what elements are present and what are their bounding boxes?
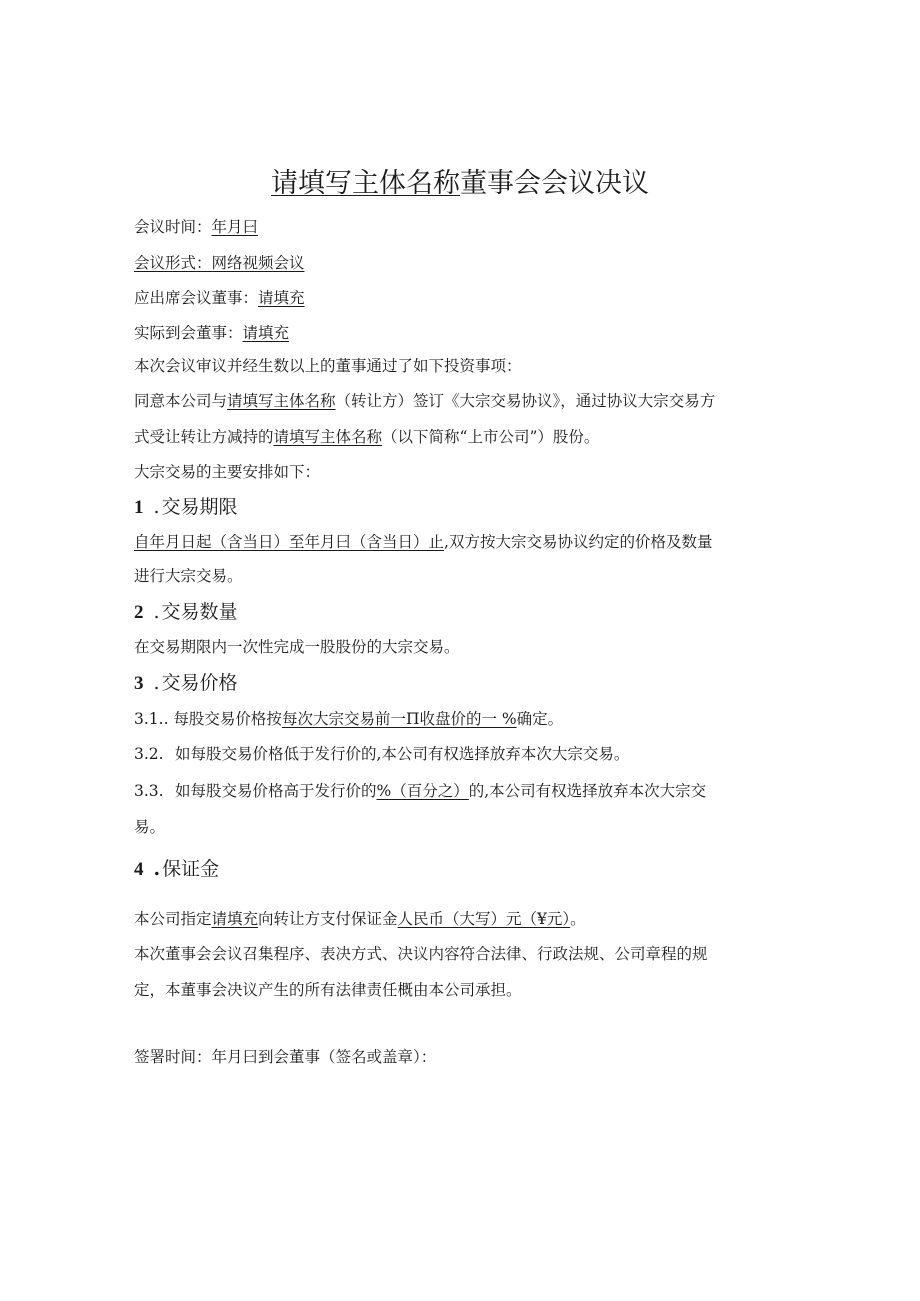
period-text-1: ,双方按大宗交易协议约定的价格及数量 — [444, 533, 713, 551]
directors-present-value: 请填充 — [242, 324, 290, 342]
deposit-text-3: 。 — [570, 910, 586, 928]
period-line-1 — [134, 532, 712, 552]
document-title — [0, 166, 920, 202]
period-line-2 — [134, 566, 243, 586]
signature-text: 签署时间：年月曰到会董事（签名或盖章）： — [134, 1048, 437, 1066]
price-item-1-text-1: . 每股交易价格按 — [163, 710, 282, 728]
price-item-3-text-3: 易。 — [134, 818, 166, 836]
period-text-2: 进行大宗交易。 — [134, 567, 243, 585]
directors-expected-line — [134, 288, 305, 308]
price-item-3-number: 3.3. — [134, 782, 164, 800]
deposit-text-1: 本公司指定 — [134, 910, 212, 928]
agree-text-4: （以下简称“上市公司”）股份。 — [382, 428, 600, 446]
title-entity-name: 请填写主体名称 — [271, 168, 460, 199]
quantity-line — [134, 637, 460, 657]
agree-line-1 — [134, 391, 715, 411]
agree-text-2: （转让方）签订《大宗交易协议》，通过协议大宗交易方 — [335, 392, 716, 410]
section-1-dot: . — [153, 496, 160, 518]
meeting-form-line — [134, 253, 305, 273]
meeting-form-text: 会议形式：网络视频会议 — [134, 254, 305, 272]
price-item-3-text-2: 的,本公司有权选择放弃本次大宗交 — [468, 782, 707, 800]
meeting-time-value: 年月曰 — [211, 218, 259, 236]
arrangement-intro-text: 大宗交易的主要安排如下： — [134, 463, 321, 481]
section-3-title: 交易价格 — [161, 672, 238, 694]
meeting-time-line — [134, 217, 258, 237]
compliance-line-1 — [134, 944, 708, 964]
section-3-heading — [134, 671, 238, 696]
meeting-time-label: 会议时间： — [134, 218, 212, 236]
price-item-3-line-2 — [134, 817, 165, 837]
deposit-text-2: 向转让方支付保证金 — [258, 910, 398, 928]
price-item-1-number: 3.1. — [134, 710, 164, 728]
arrangement-intro-line — [134, 462, 320, 482]
deposit-line — [134, 909, 586, 929]
directors-present-label: 实际到会董事： — [134, 324, 243, 342]
period-range: 自年月日起（含当日）至年月曰（含当日）止 — [134, 533, 445, 551]
price-item-1-text-2: 确定。 — [516, 710, 564, 728]
deposit-amount: 人民币（大写）元（¥元） — [397, 910, 571, 928]
section-2-title: 交易数量 — [161, 601, 238, 623]
agree-entity-2: 请填写主体名称 — [273, 428, 383, 446]
section-4-number: 4 — [134, 859, 144, 880]
section-3-number: 3 — [134, 673, 144, 694]
signature-line — [134, 1047, 436, 1067]
agree-line-2 — [134, 427, 599, 447]
directors-present-line — [134, 323, 289, 343]
compliance-line-2 — [134, 980, 522, 1000]
compliance-text-2: 定，本董事会决议产生的所有法律责任概由本公司承担。 — [134, 981, 522, 999]
price-item-1 — [134, 709, 563, 729]
section-2-number: 2 — [134, 602, 144, 623]
price-item-2-number: 3.2. — [134, 745, 164, 763]
price-item-3-percent: %（百分之） — [376, 782, 469, 800]
section-2-heading — [134, 600, 238, 625]
deposit-payer: 请填充 — [211, 910, 259, 928]
agree-text-3: 式受让转让方减持的 — [134, 428, 274, 446]
section-4-dot: . — [153, 858, 161, 880]
section-1-title: 交易期限 — [161, 496, 238, 518]
price-item-2 — [134, 744, 629, 764]
intro-line — [134, 356, 522, 376]
price-item-2-text: 如每股交易价格低于发行价的,本公司有权选择放弃本次大宗交易。 — [175, 745, 630, 763]
price-item-1-basis: 每次大宗交易前一Π收盘价的一 % — [281, 710, 517, 728]
intro-text: 本次会议审议并经生数以上的董事通过了如下投资事项： — [134, 357, 522, 375]
directors-expected-value: 请填充 — [258, 289, 305, 307]
section-3-dot: . — [153, 672, 160, 694]
section-4-title: 保证金 — [162, 858, 220, 880]
title-text: 董事会会议决议 — [460, 168, 649, 199]
agree-entity-1: 请填写主体名称 — [227, 392, 336, 410]
section-4-heading — [134, 857, 219, 882]
price-item-3-text-1: 如每股交易价格高于发行价的 — [175, 782, 377, 800]
section-2-dot: . — [153, 601, 160, 623]
quantity-text: 在交易期限内一次性完成一股股份的大宗交易。 — [134, 638, 460, 656]
directors-expected-label: 应出席会议董事： — [134, 289, 259, 307]
compliance-text-1: 本次董事会会议召集程序、表决方式、决议内容符合法律、行政法规、公司章程的规 — [134, 945, 708, 963]
price-item-3-line-1 — [134, 781, 706, 801]
section-1-number: 1 — [134, 497, 144, 518]
agree-text-1: 同意本公司与 — [134, 392, 228, 410]
section-1-heading — [134, 495, 238, 520]
